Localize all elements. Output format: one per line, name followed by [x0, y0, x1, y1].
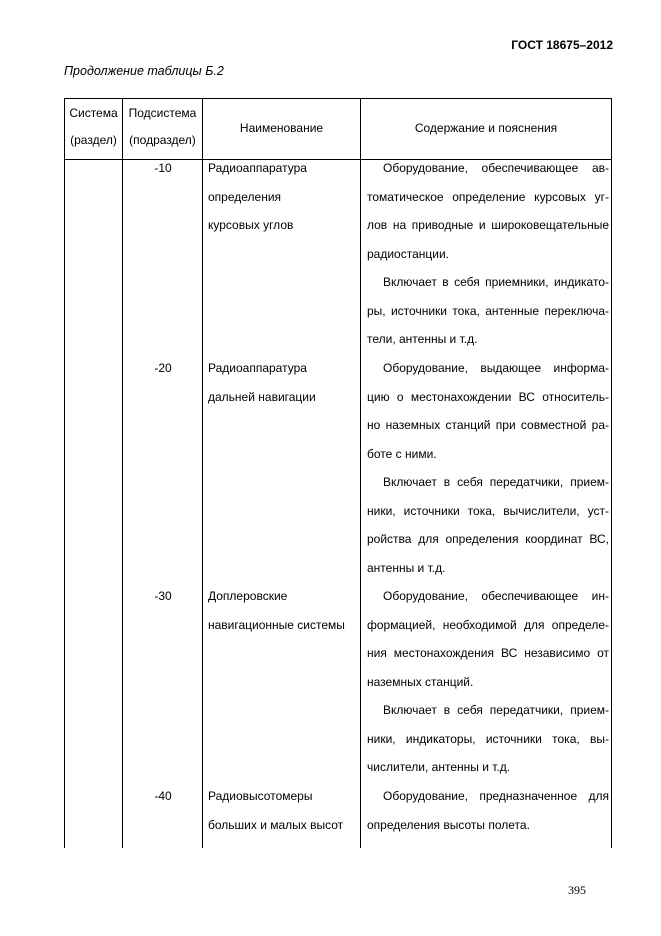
column-divider-subsystem [202, 98, 203, 848]
row-code: -20 [154, 361, 172, 375]
desc-line: Включает в себя передатчики, прием- [383, 475, 609, 489]
desc-line: тели, антенны и т.д. [367, 332, 478, 346]
column-divider-name [360, 98, 361, 848]
header-subsystem-line2: (подраздел) [129, 133, 196, 147]
table-border-right [611, 98, 612, 848]
row-name [208, 782, 356, 839]
header-subsystem-line1: Подсистема [128, 106, 197, 120]
desc-line: антенны и т.д. [367, 560, 446, 575]
desc-line: числители, антенны и т.д. [367, 760, 511, 774]
header-system-line1: Система [69, 106, 118, 120]
desc-line: радиостанции. [367, 246, 450, 261]
desc-line: ры, источники тока, антенные переключа- [367, 303, 609, 318]
row-name-line: дальней навигации [208, 389, 316, 404]
desc-line: лов на приводные и широковещательные [367, 218, 609, 232]
desc-line: Оборудование, обеспечивающее ав- [383, 161, 609, 175]
header-name: Наименование [239, 121, 324, 135]
desc-line: цию о местонахождении ВС относитель- [367, 389, 609, 404]
row-code: -40 [154, 789, 172, 803]
header-subsystem [123, 100, 202, 154]
header-system [65, 100, 122, 154]
desc-line: определения высоты полета. [367, 817, 530, 832]
header-content: Содержание и пояснения [414, 121, 558, 135]
row-name-line: Радиоаппаратура [208, 361, 307, 375]
desc-line: Включает в себя приемники, индикато- [383, 275, 609, 289]
row-name-line: Радиоаппаратура [208, 161, 307, 175]
row-name [208, 154, 356, 240]
desc-line: томатическое определение курсовых уг- [367, 189, 609, 204]
table-border-top [64, 98, 612, 99]
row-description [367, 354, 609, 582]
desc-line: но наземных станций при совместной ра- [367, 418, 609, 432]
row-name-line: курсовых углов [208, 218, 294, 232]
row-name-line: определения [208, 189, 282, 204]
page-number: 395 [568, 883, 586, 897]
standard-designation: ГОСТ 18675–2012 [511, 38, 613, 52]
desc-line: ники, индикаторы, источники тока, вы- [367, 731, 609, 746]
desc-line: ния местонахождения ВС независимо от [367, 646, 609, 660]
desc-line: Оборудование, выдающее информа- [383, 361, 609, 375]
desc-line: Включает в себя передатчики, прием- [383, 703, 609, 717]
row-name-line: Радиовысотомеры [208, 789, 313, 803]
row-description [367, 782, 609, 839]
row-code: -30 [154, 589, 172, 603]
desc-line: ники, источники тока, вычислители, уст- [367, 503, 609, 518]
table-caption: Продолжение таблицы Б.2 [64, 64, 224, 78]
row-name-line: Доплеровские [208, 589, 288, 603]
data-table [64, 98, 612, 848]
desc-line: формацией, необходимой для определе- [367, 617, 609, 632]
desc-line: Оборудование, обеспечивающее ин- [383, 589, 609, 603]
row-description [367, 582, 609, 782]
row-description [367, 154, 609, 354]
header-system-line2: (раздел) [70, 133, 117, 147]
row-name-line: больших и малых высот [208, 817, 344, 832]
table-border-left [64, 98, 65, 848]
desc-line: ройства для определения координат ВС, [367, 532, 609, 546]
row-name [208, 354, 356, 411]
desc-line: наземных станций. [367, 674, 474, 689]
row-code: -10 [154, 161, 172, 175]
column-divider-system [122, 98, 123, 848]
desc-line: Оборудование, предназначенное для [383, 789, 609, 803]
row-name-line: навигационные системы [208, 617, 345, 632]
desc-line: боте с ними. [367, 446, 437, 461]
row-name [208, 582, 356, 639]
